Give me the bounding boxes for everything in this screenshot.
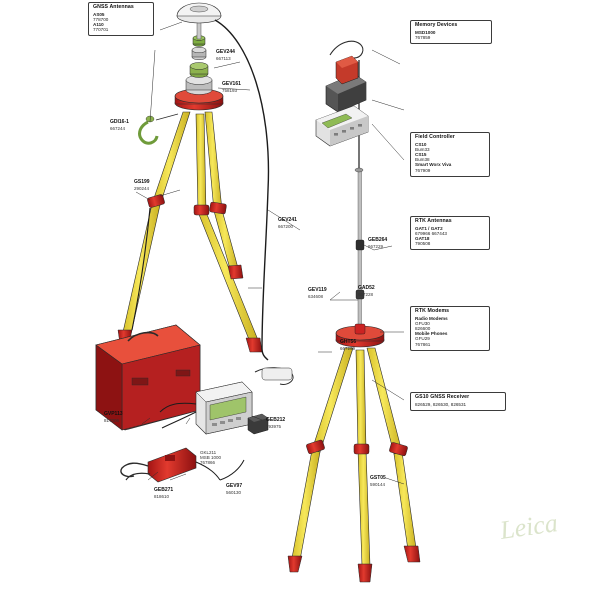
label-gkl211: [200, 450, 221, 466]
label-ght56: [340, 340, 356, 351]
label-geb212: [266, 418, 285, 429]
label-number: 290244: [134, 185, 150, 191]
label-gev161: [222, 82, 241, 93]
callout-line: 767861: [415, 341, 431, 347]
watermark: Leica: [498, 508, 560, 545]
label-code: GHT56: [340, 339, 357, 345]
callout-line: 826600: [415, 326, 431, 332]
label-number: 793975: [266, 423, 282, 429]
battery-pack: [248, 414, 268, 434]
callout-rtk-modems: [410, 306, 490, 351]
callout-header: RTK Modems: [415, 308, 450, 314]
label-code: GEB264: [368, 237, 388, 243]
label-code: GEB212: [266, 417, 286, 423]
label-code: GAD52: [358, 285, 375, 291]
label-gev241: [278, 218, 297, 229]
label-number: 758193: [222, 87, 238, 93]
callout-line: Mobile Phones: [415, 331, 448, 337]
label-gst05: [370, 476, 386, 487]
label-code: GKL211: [200, 450, 217, 455]
callout-line: 770701: [93, 27, 109, 33]
pole-clamp-holder: [121, 448, 244, 482]
callout-line: 767909: [415, 167, 431, 173]
callout-header: GNSS Antennas: [93, 4, 134, 10]
label-code: GEV161: [222, 81, 241, 87]
label-number: 590144: [370, 481, 386, 487]
label-code: GVP113: [104, 411, 123, 417]
callout-line: 826529, 826530, 826531: [415, 401, 467, 407]
label-gvp113: [104, 412, 123, 423]
callout-line: 767859: [415, 34, 431, 40]
label-number: 667200: [278, 223, 294, 229]
callout-header: GS10 GNSS Receiver: [415, 394, 470, 400]
label-number: 634608: [308, 293, 324, 299]
callout-line: GAT1 / GAT2: [415, 225, 443, 231]
label-code: GEV244: [216, 49, 235, 55]
label-code: GEV241: [278, 217, 297, 223]
label-code: GST05: [370, 475, 386, 481]
label-geb271: [154, 488, 173, 499]
label-gev119: [308, 288, 327, 299]
field-controller-handheld: [316, 106, 368, 146]
callout-memory-devices: [410, 20, 492, 44]
callout-header: RTK Antennas: [415, 218, 452, 224]
callout-line: MSD1000: [415, 29, 436, 35]
label-number: 667244: [110, 125, 126, 131]
callout-line: Bum38: [415, 157, 430, 163]
label-gad52: [358, 286, 375, 297]
callout-line: GFU29: [415, 336, 430, 342]
label-gev97: [226, 484, 242, 495]
callout-gs10-receiver: [410, 392, 506, 411]
label-code: GEV119: [308, 287, 327, 293]
label-number: 560130: [226, 489, 242, 495]
callout-line: GAT18: [415, 236, 430, 242]
label-code: GDI16-1: [110, 119, 129, 125]
label-extra: 767866: [200, 460, 216, 466]
callout-line: GFU30: [415, 320, 430, 326]
label-number: MSB 1000: [200, 455, 222, 461]
callout-line: Bum33: [415, 146, 430, 152]
callout-line: CS15: [415, 152, 427, 158]
right-tripod: [288, 60, 420, 582]
callout-line: CS10: [415, 141, 427, 147]
callout-gnss-antennas: [88, 2, 154, 36]
label-code: GEV97: [226, 483, 243, 489]
callout-field-controller: [410, 132, 490, 177]
callout-line: 778700: [93, 16, 109, 22]
label-number: 667113: [216, 55, 231, 61]
label-number: 667228: [358, 291, 374, 297]
callout-line: A110: [93, 22, 104, 28]
gdi16-accessory: [140, 114, 178, 143]
label-geb264: [368, 238, 387, 249]
callout-line: 679966 667443: [415, 230, 447, 236]
label-gs199: [134, 180, 150, 191]
label-code: GS199: [134, 179, 150, 185]
callout-line: AS05: [93, 11, 105, 17]
label-number: 667229: [368, 243, 384, 249]
label-gdi16-1: [110, 120, 129, 131]
gnss-antenna-dome: [177, 3, 221, 23]
memory-device: [326, 41, 366, 112]
callout-line: Smart Worx Viva: [415, 162, 452, 168]
callout-rtk-antennas: [410, 216, 490, 250]
callout-line: Radio Modems: [415, 315, 448, 321]
label-number: 818610: [154, 493, 170, 499]
label-number: 667299: [340, 345, 356, 351]
label-code: GEB271: [154, 487, 174, 493]
label-gev244: [216, 50, 235, 61]
label-number: 817006: [104, 417, 120, 423]
callout-header: Memory Devices: [415, 22, 458, 28]
callout-line: 790508: [415, 241, 431, 247]
callout-header: Field Controller: [415, 134, 455, 140]
